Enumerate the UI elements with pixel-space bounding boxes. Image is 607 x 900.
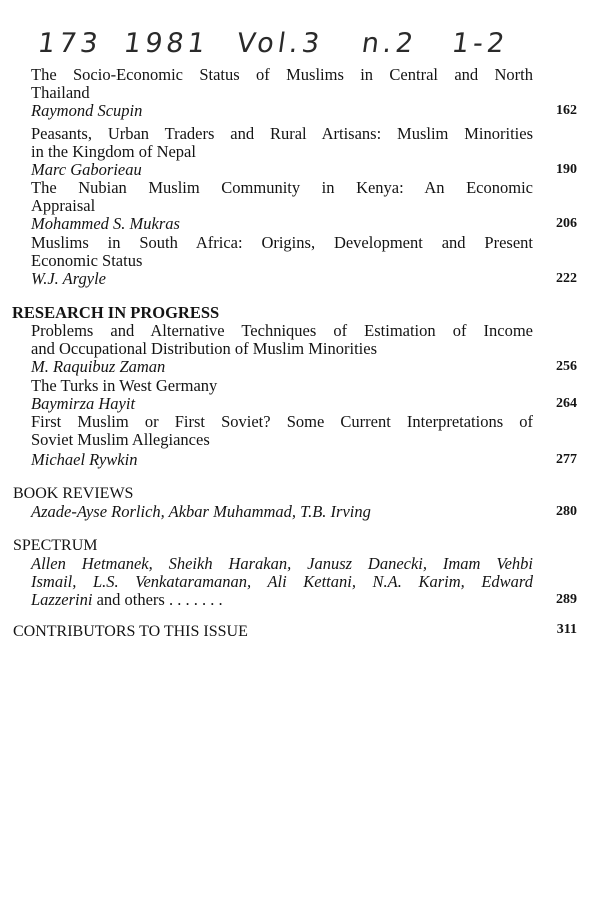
article-author: Baymirza Hayit xyxy=(31,394,136,413)
handwritten-part: 1981 xyxy=(121,28,211,59)
article-title-line: Appraisal xyxy=(31,196,96,215)
spectrum-authors-line: Allen Hetmanek, Sheikh Harakan, Janusz Danecki, Imam Vehbi xyxy=(31,554,533,573)
article-title-line: Problems and Alternative Techniques of Estimation of Income xyxy=(31,321,533,340)
article-title-line: The Socio-Economic Status of Muslims in Central and North xyxy=(31,65,533,84)
article-title-line: Peasants, Urban Traders and Rural Artisans: Muslim Minorities xyxy=(31,124,533,143)
article-author: M. Raquibuz Zaman xyxy=(31,357,166,376)
article-author: Michael Rywkin xyxy=(31,450,138,469)
article-title-line: Muslims in South Africa: Origins, Development and Present xyxy=(31,233,533,252)
page-number: 190 xyxy=(556,162,577,177)
page-number: 162 xyxy=(556,103,577,118)
spectrum-trailing: and others . . . . . . . xyxy=(92,590,223,609)
article-author: Raymond Scupin xyxy=(31,101,143,120)
book-review-authors: Azade-Ayse Rorlich, Akbar Muhammad, T.B. Irving xyxy=(31,502,371,521)
section-heading-book-reviews: BOOK REVIEWS xyxy=(13,485,134,502)
article-title-line: First Muslim or First Soviet? Some Current Interpretations of xyxy=(31,412,533,431)
section-heading-contributors: CONTRIBUTORS TO THIS ISSUE xyxy=(13,623,248,640)
article-title-line: The Nubian Muslim Community in Kenya: An Economic xyxy=(31,178,533,197)
spectrum-authors-last: Lazzerini xyxy=(31,590,93,609)
article-title-line: Soviet Muslim Allegiances xyxy=(31,430,210,449)
article-title-line: Economic Status xyxy=(31,251,143,270)
article-title-line: The Turks in West Germany xyxy=(31,376,218,395)
section-heading-research: RESEARCH IN PROGRESS xyxy=(12,303,220,322)
spectrum-authors-line xyxy=(31,591,223,609)
article-title-line: Thailand xyxy=(31,83,90,102)
page-number: 264 xyxy=(556,396,577,411)
page-number: 280 xyxy=(556,504,577,519)
article-author: W.J. Argyle xyxy=(31,269,106,288)
page-number: 311 xyxy=(556,622,577,637)
handwritten-part: n.2 xyxy=(359,28,420,59)
page-number: 256 xyxy=(556,359,577,374)
section-heading-spectrum: SPECTRUM xyxy=(13,537,98,554)
page-number: 289 xyxy=(556,592,577,607)
article-title-line: in the Kingdom of Nepal xyxy=(31,142,196,161)
handwritten-part: Vol.3 xyxy=(234,28,326,59)
article-title-line: and Occupational Distribution of Muslim Minorities xyxy=(31,339,378,358)
article-author: Mohammed S. Mukras xyxy=(31,214,180,233)
handwritten-part: 1-2 xyxy=(449,28,511,59)
page-number: 277 xyxy=(556,452,577,467)
page-number: 222 xyxy=(556,271,577,286)
handwritten-part: 173 xyxy=(35,28,104,59)
page-number: 206 xyxy=(556,216,577,231)
article-author: Marc Gaborieau xyxy=(31,160,142,179)
spectrum-authors-line: Ismail, L.S. Venkataramanan, Ali Kettani, N.A. Karim, Edward xyxy=(31,572,533,591)
handwritten-note xyxy=(32,14,552,64)
